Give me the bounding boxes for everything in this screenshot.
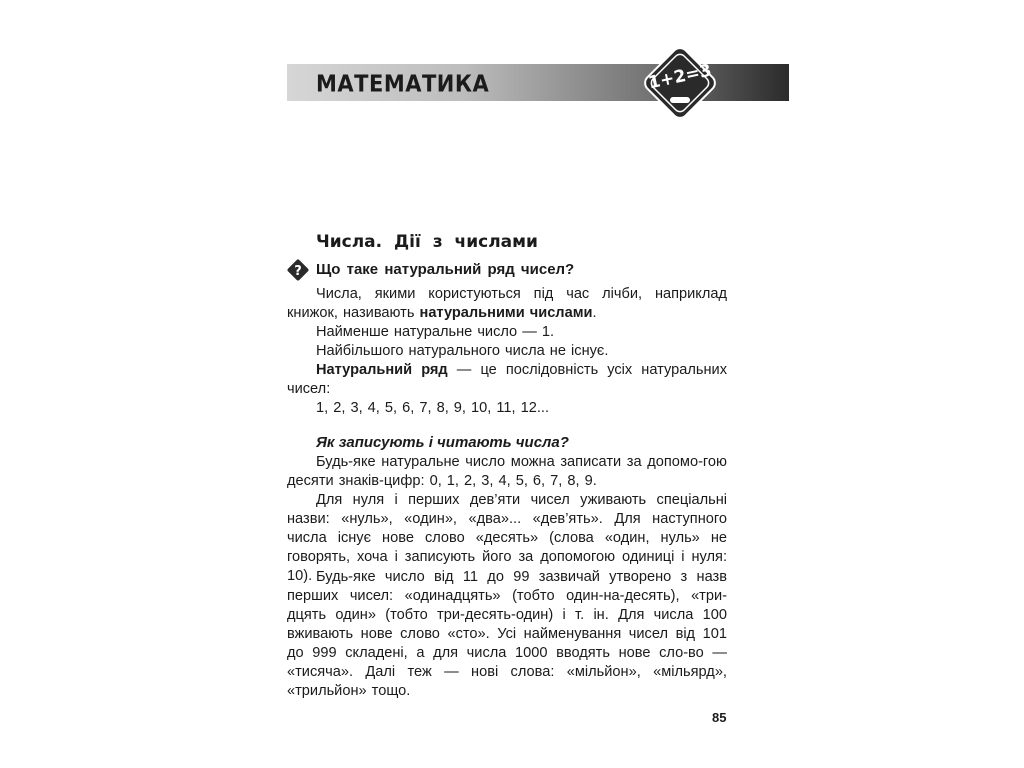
subsection-title: Як записують і читають числа? xyxy=(316,434,569,451)
header-title: МАТЕМАТИКА xyxy=(316,71,490,97)
paragraph-smallest: Найменше натуральне число — 1. xyxy=(316,324,555,340)
paragraph-definition xyxy=(287,285,727,323)
paragraph-digits: Будь-яке натуральне число можна записати за допомо-гою десяти знаків-цифр: 0, 1, 2, 3, 4, 5, 6, 7, 8, 9. xyxy=(287,454,727,489)
svg-text:?: ? xyxy=(294,264,302,279)
paragraph-largest: Найбільшого натурального числа не існує. xyxy=(316,343,609,359)
section-title: Числа. Дії з числами xyxy=(316,232,538,252)
bold-term: натуральними числами xyxy=(419,305,593,321)
math-badge-graphic xyxy=(634,37,726,129)
bold-term: Натуральний ряд xyxy=(316,362,448,378)
paragraph-text: . xyxy=(592,305,597,321)
question-icon xyxy=(286,258,310,282)
badge-text: 1+2=3 xyxy=(646,60,714,94)
question-heading: Що таке натуральний ряд чисел? xyxy=(316,261,575,278)
math-badge-icon xyxy=(634,37,726,129)
paragraph-names: Для нуля і перших дев’яти чисел уживають спеціальні назви: «нуль», «один», «два»... «дев’ять». Для наступного числа існує нове слово «десять» (слова «один, нуль» не говорять, хоча і записують його за допомогою одиниці і нуля: 10). xyxy=(287,492,727,584)
number-sequence: 1, 2, 3, 4, 5, 6, 7, 8, 9, 10, 11, 12... xyxy=(316,400,550,416)
paragraph-text: Числа, якими користуються під час лічби, наприклад книжок, називають xyxy=(287,286,727,321)
page-number: 85 xyxy=(712,710,727,725)
paragraph-natural-series xyxy=(287,361,727,399)
chalk-eraser-icon xyxy=(670,97,690,103)
paragraph-compound-names: Будь-яке число від 11 до 99 зазвичай утворено з назв перших чисел: «одинадцять» (тобто один-на-десять), «три-дцять один» (тобто три-десять-один) і т. ін. Для числа 100 вживають нове слово «сто». Усі найменування чисел від 101 до 999 складені, а для числа 1000 вводять нове сло-во — «тисяча». Далі теж — нові слова: «мільйон», «мільярд», «трильйон» тощо. xyxy=(287,569,727,699)
paragraph-text: — це послідовність усіх натуральних чисел: xyxy=(287,362,727,397)
